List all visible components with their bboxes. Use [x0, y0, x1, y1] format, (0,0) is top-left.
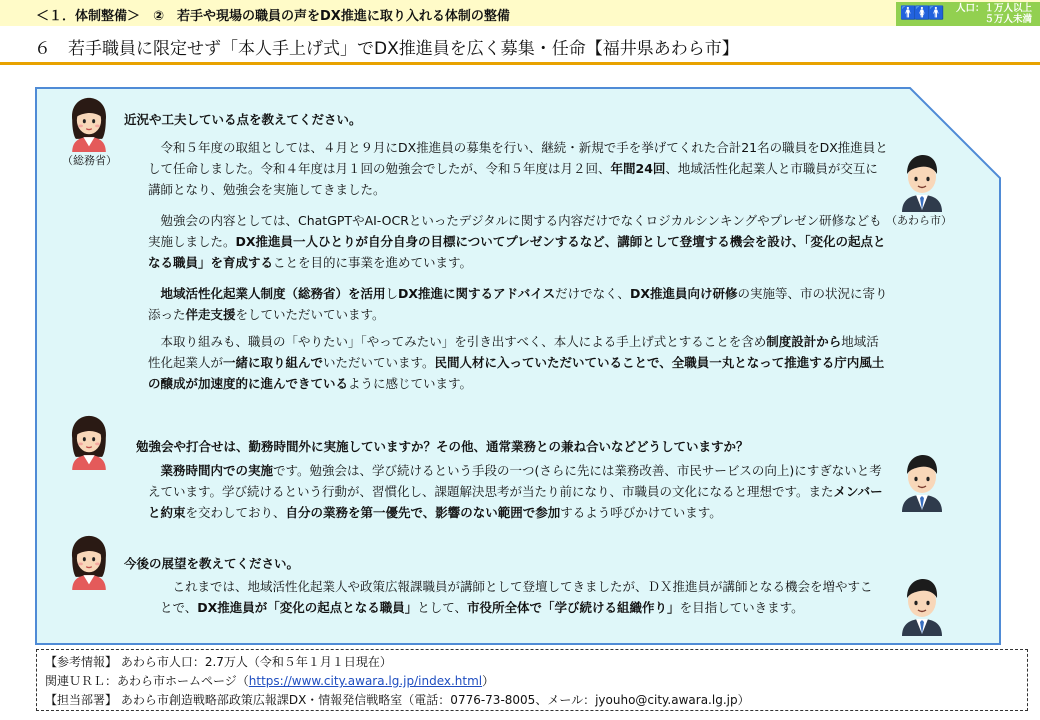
- answer-text: です。勉強会は、学び続けるという手段の一つ(さらに先には業務改善、市民サービスの向上)にすぎないと考えています。学び続けるという行動が、習慣化し、課題解決思考が当たり前になり、市職員の文化になると理想です。また: [148, 463, 882, 499]
- emphasis-text: DX推進員一人ひとりが自分自身の目標についてプレゼンするなど、講師として登壇する機会を設け、「変化の起点となる職員」を育成する: [148, 234, 886, 270]
- female-official-avatar: [66, 96, 112, 152]
- url-label: 関連ＵＲＬ：あわら市ホームページ（: [45, 674, 249, 688]
- emphasis-text: メンバーと約束: [148, 484, 883, 520]
- reference-info-box: [36, 649, 1028, 711]
- page-title: ６ 若手職員に限定せず「本人手上げ式」でDX推進員を広く募集・任命【福井県あわら市】: [34, 39, 739, 59]
- question-3: 今後の展望を教えてください。: [124, 556, 300, 571]
- reference-text: あわら市人口：2.7万人（令和５年１月１日現在）: [120, 655, 392, 669]
- department-label: 【担当部署】: [45, 693, 118, 707]
- answer-text: 令和５年度の取組としては、４月と９月にDX推進員の募集を行い、継続・新規で手を挙げてくれた合計21名の職員をDX推進員として任命しました。令和４年度は月１回の勉強会でしたが、令和５年度は月２回、: [148, 140, 888, 176]
- reference-label: 【参考情報】: [45, 655, 118, 669]
- emphasis-text: 地域活性化起業人制度（総務省）を活用: [148, 286, 386, 301]
- answer-text: 地域活性化起業人が: [148, 334, 879, 370]
- emphasis-text: 年間24回: [610, 161, 666, 176]
- answer-text: をしていただいています。: [235, 307, 385, 322]
- answer-paragraph: [148, 460, 888, 523]
- male-official-avatar: [898, 152, 946, 212]
- emphasis-text: 業務時間内での実施: [148, 463, 274, 478]
- male-official-avatar: [898, 576, 946, 636]
- answer-text: を交わしており、: [185, 505, 286, 520]
- emphasis-text: 民間人材に入っていただいていることで、全職員一丸となって推進する庁内風土の醸成が加速度的に進んできている: [148, 355, 885, 391]
- emphasis-text: 一緒に取り組んで: [223, 355, 324, 370]
- answer-paragraph: [160, 576, 880, 618]
- answer-text: し: [385, 286, 399, 301]
- answer-text: するよう呼びかけています。: [560, 505, 722, 520]
- question-2: 勉強会や打合せは、勤務時間外に実施していますか？その他、通常業務との兼ね合いなどどうしていますか？: [136, 439, 749, 454]
- answer-text: これまでは、地域活性化起業人や政策広報課職員が講師として登壇してきましたが、ＤＸ推進員が講師となる機会を増やすことで、: [160, 579, 873, 615]
- answer-text: ように感じています。: [348, 376, 473, 391]
- female-official-avatar: [66, 534, 112, 590]
- people-icon: 🚹🚺🚹: [900, 6, 943, 21]
- emphasis-text: 伴走支援: [185, 307, 236, 322]
- answer-text: を目指していきます。: [679, 600, 804, 615]
- emphasis-text: 制度設計から: [766, 334, 842, 349]
- emphasis-text: 市役所全体で「学び続ける組織作り」: [467, 600, 680, 615]
- reference-population: [45, 653, 392, 670]
- emphasis-text: DX推進員が「変化の起点となる職員」: [197, 600, 418, 615]
- population-line1: 人口：１万人以上: [955, 3, 1032, 14]
- emphasis-text: 自分の業務を第一優先で、影響のない範囲で参加: [285, 505, 561, 520]
- answer-paragraph: [148, 283, 888, 325]
- answer-text: 勉強会の内容としては、ChatGPTやAI-OCRといったデジタルに関する内容だけでなくロジカルシンキングやプレゼン研修なども実施しました。: [148, 213, 882, 249]
- answer-text: 、地域活性化起業人と市職員が交互に講師となり、勉強会を実施してきました。: [148, 161, 878, 197]
- female-official-avatar: [66, 414, 112, 470]
- question-1: 近況や工夫している点を教えてください。: [124, 112, 362, 127]
- answer-text: の実施等、市の状況に寄り添った: [148, 286, 888, 322]
- emphasis-text: DX推進に関するアドバイス: [398, 286, 556, 301]
- reference-url: [45, 672, 494, 689]
- answer-paragraph: [148, 331, 888, 394]
- answer-text: ことを目的に事業を進めています。: [273, 255, 473, 270]
- breadcrumb: ＜１．体制整備＞ ② 若手や現場の職員の声をDX推進に取り入れる体制の整備: [36, 9, 510, 24]
- answer-text: 本取り組みも、職員の「やりたい」「やってみたい」を引き出すべく、本人による手上げ式とすることを含め: [148, 334, 767, 349]
- city-homepage-link[interactable]: https://www.city.awara.lg.jp/index.html: [248, 674, 483, 688]
- speaker-caption-ministry: （総務省）: [62, 154, 117, 167]
- answer-paragraph: [148, 210, 888, 273]
- department-text: あわら市創造戦略部政策広報課DX・情報発信戦略室（電話：0776-73-8005、メール：jyouho@city.awara.lg.jp）: [120, 693, 750, 707]
- answer-paragraph: [148, 137, 888, 200]
- population-line2: ５万人未満: [984, 14, 1032, 25]
- answer-text: として、: [417, 600, 468, 615]
- emphasis-text: DX推進員向け研修: [629, 286, 738, 301]
- answer-text: だけでなく、: [555, 286, 630, 301]
- url-close: ）: [482, 674, 495, 688]
- speaker-caption-city: （あわら市）: [886, 214, 952, 227]
- answer-text: いただいています。: [323, 355, 435, 370]
- male-official-avatar: [898, 452, 946, 512]
- reference-department: [45, 691, 750, 708]
